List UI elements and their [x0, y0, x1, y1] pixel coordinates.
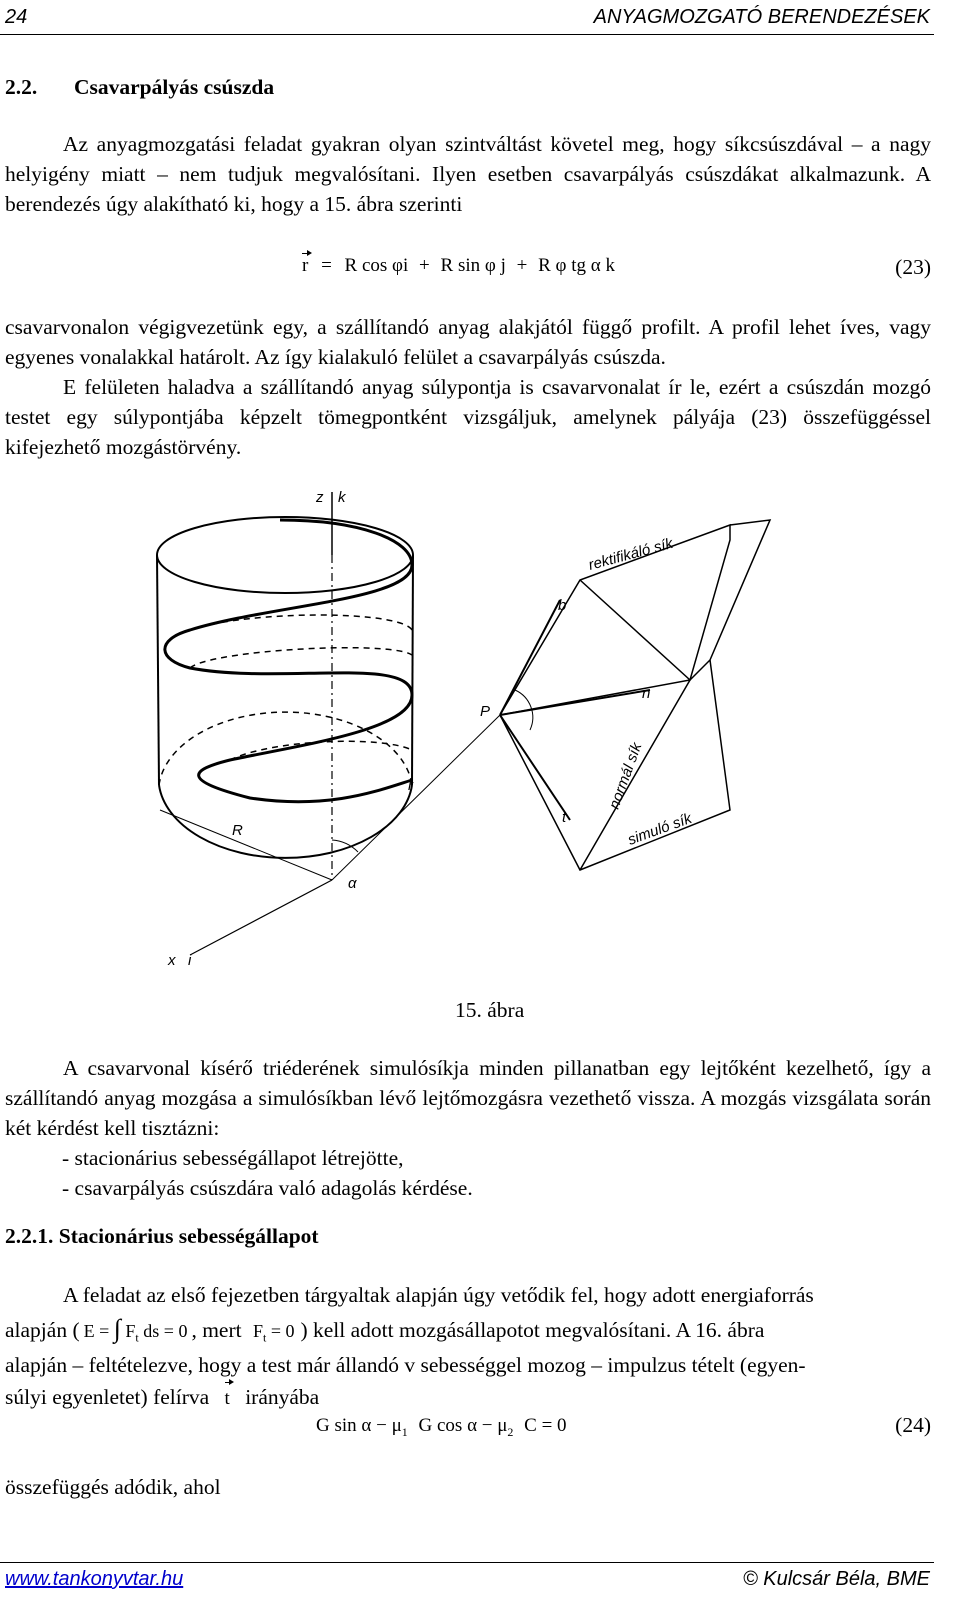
paragraph-5-line-4: súlyi egyenletet) felírva t irányába: [5, 1382, 931, 1414]
paragraph-1: Az anyagmozgatási feladat gyakran olyan szintváltást követel meg, hogy síkcsúszdával – a nagy helyigény miatt – nem tudjuk megvalósítani. Ilyen esetben csavarpályás csúszdákat alkalmazunk. A berendezés úgy alakítható ki, hogy a 15. ábra szerinti: [5, 132, 931, 216]
radius-line: [160, 810, 332, 880]
label-i: i: [188, 952, 192, 969]
label-k: k: [338, 489, 346, 506]
normal-vector: [500, 690, 650, 715]
equation-23-number: (23): [895, 255, 931, 279]
label-r: r: [408, 777, 413, 794]
website-link[interactable]: www.tankonyvtar.hu: [5, 1568, 184, 1590]
section-title: Csavarpályás csúszda: [74, 75, 275, 99]
helix-back-1: [190, 615, 412, 630]
section-heading: [5, 75, 274, 100]
helix-front: [165, 520, 412, 802]
author-credit: © Kulcsár Béla, BME: [742, 1568, 930, 1590]
label-rektifikalo: rektifikáló sík: [586, 535, 675, 574]
paragraph-5-line-3: alapján – feltételezve, hogy a test már állandó v sebességgel mozog – impulzus tételt (egyen-: [5, 1353, 806, 1377]
figure-caption: 15. ábra: [455, 998, 525, 1022]
paragraph-6: összefüggés adódik, ahol: [5, 1475, 221, 1499]
label-t: t: [562, 809, 567, 826]
tangent-vector: [500, 715, 570, 820]
paragraph-2: csavarvonalon végigvezetünk egy, a szállítandó anyag alakjától függő profilt. A profil lehet íves, vagy egyenes vonalakkal határolt. Az így kialakuló felület a csavarpályás csúszda.: [5, 315, 931, 369]
label-n: n: [642, 685, 651, 702]
subsection-number: 2.2.1.: [5, 1224, 54, 1248]
paragraph-5-line-1: A feladat az első fejezetben tárgyaltak alapján úgy vetődik fel, hogy adott energiaforrás: [63, 1283, 814, 1307]
label-x: x: [168, 952, 176, 969]
subsection-heading: [5, 1224, 319, 1249]
running-title: ANYAGMOZGATÓ BERENDEZÉSEK: [593, 6, 930, 28]
section-number: 2.2.: [5, 75, 38, 99]
cylinder-right: [412, 555, 413, 785]
label-R: R: [232, 822, 243, 839]
position-vector: [332, 715, 500, 880]
label-normal: normál sík: [605, 740, 646, 812]
label-z: z: [316, 489, 324, 506]
header-rule: [0, 34, 934, 35]
cylinder-bottom-front: [159, 785, 412, 858]
label-simulo: simuló sík: [625, 809, 695, 849]
rectifying-plane-edge: [690, 520, 770, 680]
equation-24: G $\sin \alpha - \mu_1$ G $\cos \alpha - \mu_2$ C = 0: [316, 1415, 567, 1439]
figure-helix-diagram: [150, 480, 910, 980]
footer-rule: [0, 1562, 934, 1563]
x-axis: [190, 880, 332, 955]
helix-back-3: [230, 741, 412, 760]
paragraph-5-line-2: alapján ( E = ∫ $F_t$ ds = 0 , mert $F_t = 0$ ) kell adott mozgásállapotot megvalósítani. A 16. ábra: [5, 1314, 765, 1345]
label-P: P: [480, 703, 491, 720]
page-number: 24: [5, 6, 28, 28]
label-alpha: α: [348, 875, 357, 892]
list-item: - csavarpályás csúszdára való adagolás kérdése.: [62, 1176, 473, 1200]
helix-back-2: [190, 648, 412, 668]
cylinder-left: [157, 555, 159, 785]
label-b: b: [558, 597, 567, 614]
cylinder-top: [157, 517, 413, 593]
equation-23: r = R cos φi + R sin φ j + R φ tg α k: [302, 255, 615, 276]
paragraph-3: E felületen haladva a szállítandó anyag súlypontja is csavarvonalat ír le, ezért a csúszdán mozgó testet egy súlypontjába képzelt tömegpontként vizsgáljuk, amelynek pályája (23) összefüggéssel kifejezhető mozgástörvény.: [5, 375, 931, 459]
binormal-vector: [500, 600, 560, 715]
paragraph-4: A csavarvonal kísérő triéderének simulósíkja minden pillanatban egy lejtőként kezelhető, így a szállítandó anyag mozgása a simulósíkban lévő lejtőmozgásra vezethető vissza. A mozgás vizsgálata során két kérdést kell tisztázni:: [5, 1056, 931, 1140]
equation-24-number: (24): [895, 1413, 931, 1437]
subsection-title: Stacionárius sebességállapot: [58, 1224, 319, 1248]
list-item: - stacionárius sebességállapot létrejötte,: [62, 1146, 404, 1170]
